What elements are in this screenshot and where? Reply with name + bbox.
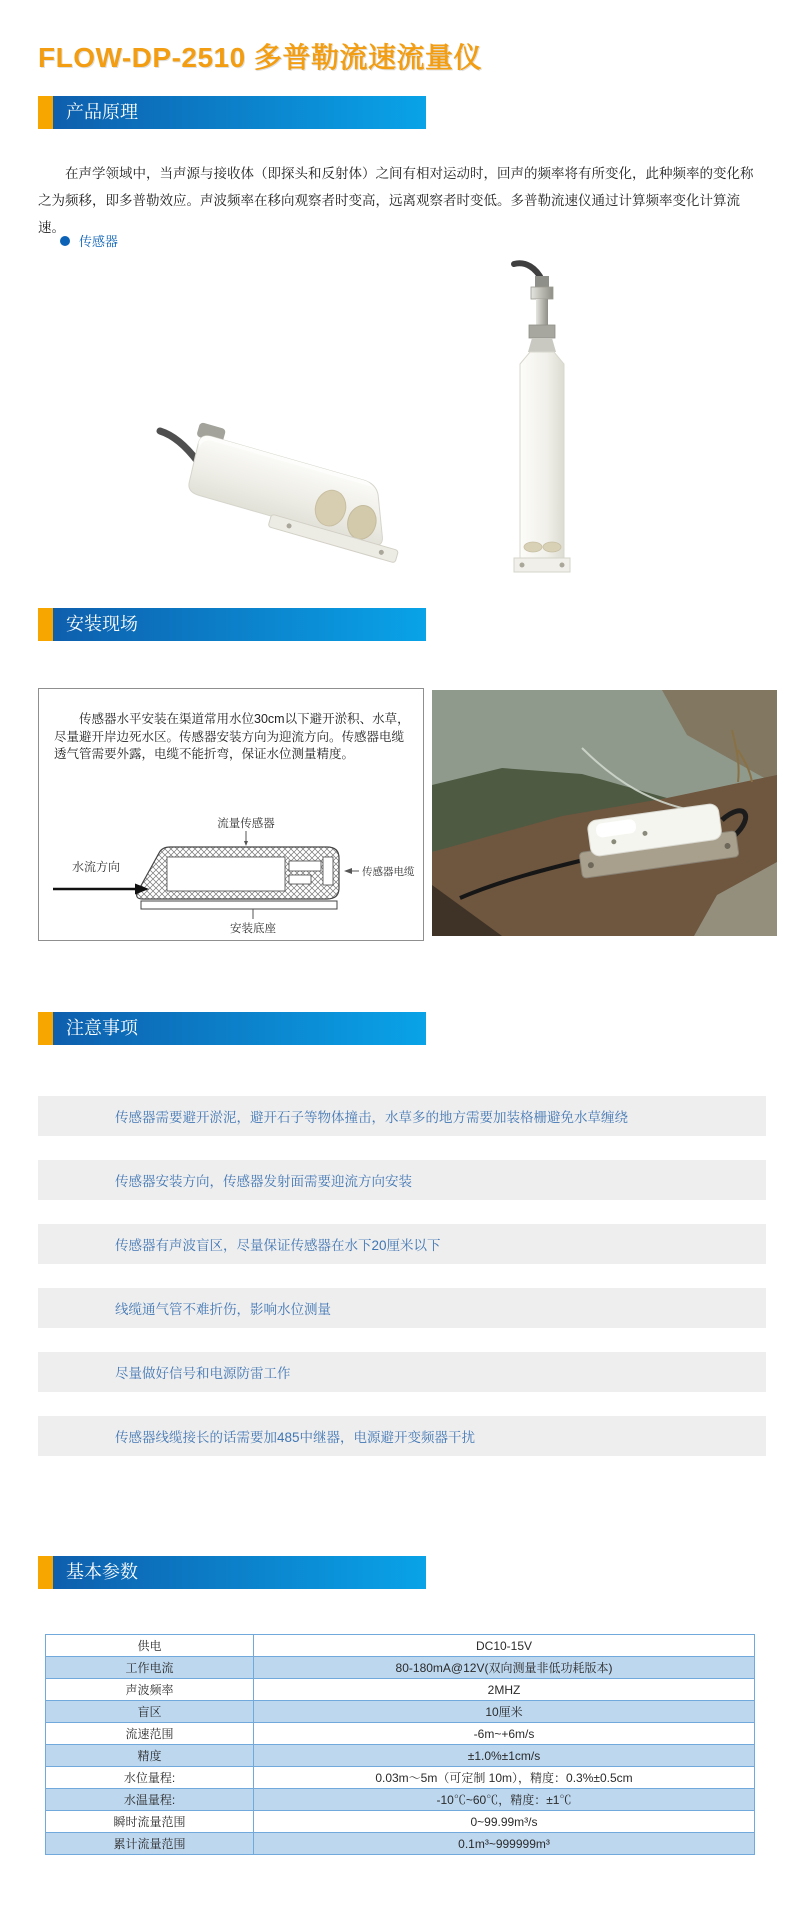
sensor-body-group <box>178 422 418 563</box>
sensor-product-image-vertical <box>492 258 592 598</box>
table-row <box>46 1723 755 1745</box>
param-label: 声波频率 <box>46 1679 254 1701</box>
table-row <box>46 1635 755 1657</box>
precaution-item-4: 线缆通气管不难折伤，影响水位测量 <box>38 1288 766 1328</box>
param-value: ±1.0%±1cm/s <box>254 1745 755 1767</box>
param-label: 水位量程: <box>46 1767 254 1789</box>
param-label: 瞬时流量范围 <box>46 1811 254 1833</box>
table-row <box>46 1789 755 1811</box>
param-value: -10℃~60℃，精度：±1℃ <box>254 1789 755 1811</box>
page-title: FLOW-DP-2510 多普勒流速流量仪 <box>38 42 482 73</box>
param-label: 流速范围 <box>46 1723 254 1745</box>
table-row <box>46 1745 755 1767</box>
section-header-parameters <box>38 1556 426 1589</box>
sensor-body-shape <box>520 352 564 558</box>
param-value: 10厘米 <box>254 1701 755 1723</box>
param-label: 水温量程: <box>46 1789 254 1811</box>
installation-diagram-box <box>38 688 424 941</box>
bullet-dot-icon <box>60 236 70 246</box>
section-header-precautions <box>38 1012 426 1045</box>
param-value: DC10-15V <box>254 1635 755 1657</box>
orange-tab-icon <box>38 1556 53 1589</box>
sensor-bullet-row <box>60 231 118 250</box>
table-row <box>46 1833 755 1855</box>
table-row <box>46 1811 755 1833</box>
precaution-item-1: 传感器需要避开淤泥，避开石子等物体撞击，水草多的地方需要加装格栅避免水草缠绕 <box>38 1096 766 1136</box>
parameters-table <box>45 1634 755 1855</box>
cable-shape <box>160 431 198 462</box>
section-heading-parameters: 基本参数 <box>53 1556 426 1589</box>
installation-note-text: 传感器水平安装在渠道常用水位30cm以下避开淤积、水草，尽量避开岸边死水区。传感器安装方向为迎流方向。传感器电缆透气管需要外露，电缆不能折弯，保证水位测量精度。 <box>54 712 410 761</box>
precaution-item-2: 传感器安装方向，传感器发射面需要迎流方向安装 <box>38 1160 766 1200</box>
param-value: 0.1m³~999999m³ <box>254 1833 755 1855</box>
section-heading-installation: 安装现场 <box>53 608 426 641</box>
diagram-label-flow-sensor: 流量传感器 <box>217 818 275 830</box>
param-label: 供电 <box>46 1635 254 1657</box>
site-photo-graphic <box>432 690 777 936</box>
orange-tab-icon <box>38 96 53 129</box>
table-row <box>46 1679 755 1701</box>
section-heading-precautions: 注意事项 <box>53 1012 426 1045</box>
param-value: 80-180mA@12V(双向测量非低功耗版本) <box>254 1657 755 1679</box>
param-value: -6m~+6m/s <box>254 1723 755 1745</box>
orange-tab-icon <box>38 608 53 641</box>
precaution-item-3: 传感器有声波盲区，尽量保证传感器在水下20厘米以下 <box>38 1224 766 1264</box>
param-label: 累计流量范围 <box>46 1833 254 1855</box>
sensor-bullet-label: 传感器 <box>79 234 119 249</box>
param-label: 盲区 <box>46 1701 254 1723</box>
diagram-label-sensor-cable: 传感器电缆 <box>362 866 415 878</box>
diagram-label-flow-direction: 水流方向 <box>71 860 121 874</box>
param-value: 2MHZ <box>254 1679 755 1701</box>
installation-diagram <box>39 813 423 940</box>
sensor-product-image-horizontal <box>140 408 425 593</box>
param-value: 0.03m～5m（可定制 10m），精度：0.3%±0.5cm <box>254 1767 755 1789</box>
principle-paragraph: 在声学领域中，当声源与接收体（即探头和反射体）之间有相对运动时，回声的频率将有所变化，此种频率的变化称之为频移，即多普勒效应。声波频率在移向观察者时变高，远离观察者时变低。多普勒流速仪通过计算频率变化计算流速。 <box>38 166 754 235</box>
installation-site-photo <box>432 690 777 936</box>
orange-tab-icon <box>38 1012 53 1045</box>
param-label: 精度 <box>46 1745 254 1767</box>
section-header-installation <box>38 608 426 641</box>
table-row <box>46 1701 755 1723</box>
section-header-principle <box>38 96 426 129</box>
param-value: 0~99.99m³/s <box>254 1811 755 1833</box>
section-heading-principle: 产品原理 <box>53 96 426 129</box>
mount-base-shape <box>141 901 337 909</box>
diagram-label-mount-base: 安装底座 <box>230 923 276 935</box>
precaution-item-6: 传感器线缆接长的话需要加485中继器，电源避开变频器干扰 <box>38 1416 766 1456</box>
table-row <box>46 1767 755 1789</box>
table-row <box>46 1657 755 1679</box>
param-label: 工作电流 <box>46 1657 254 1679</box>
precaution-item-5: 尽量做好信号和电源防雷工作 <box>38 1352 766 1392</box>
